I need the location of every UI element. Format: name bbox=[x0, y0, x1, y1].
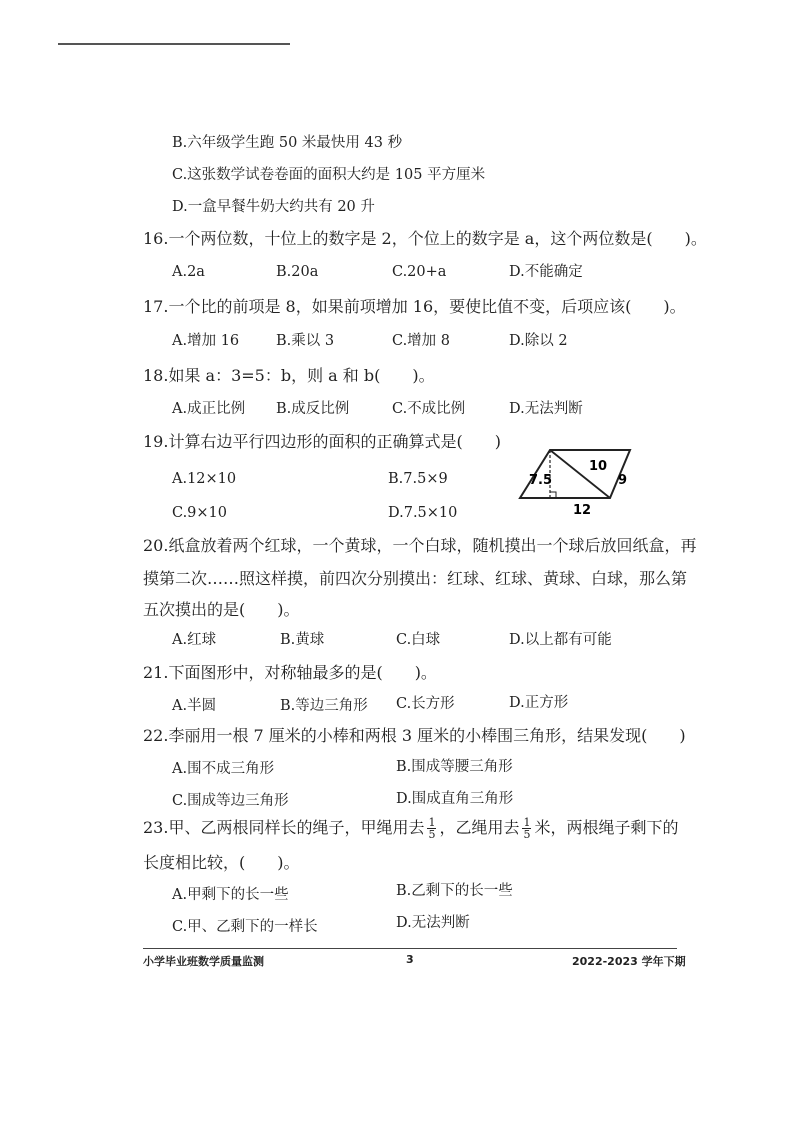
footer-exam-title: 小学毕业班数学质量监测 bbox=[143, 955, 264, 968]
figure-label-diagonal: 10 bbox=[589, 459, 608, 474]
q23-option-c: C.甲、乙剩下的一样长 bbox=[172, 919, 318, 935]
q23-stem-part-2: ，乙绳用去 bbox=[439, 818, 520, 837]
q15-option-c: C.这张数学试卷卷面的面积大约是 105 平方厘米 bbox=[172, 167, 486, 183]
q18-option-b: B.成反比例 bbox=[276, 401, 350, 417]
q23-stem-line-2: 长度相比较，( )。 bbox=[143, 853, 300, 872]
q17-option-a: A.增加 16 bbox=[172, 333, 240, 349]
q17-option-d: D.除以 2 bbox=[509, 333, 568, 349]
q21-option-b: B.等边三角形 bbox=[280, 698, 368, 714]
footer-page-number: 3 bbox=[406, 953, 414, 966]
q23-option-d: D.无法判断 bbox=[396, 915, 470, 931]
figure-label-side: 9 bbox=[618, 473, 628, 488]
q16-option-b: B.20a bbox=[276, 264, 319, 280]
q15-option-d: D.一盒早餐牛奶大约共有 20 升 bbox=[172, 199, 375, 215]
q19-option-a: A.12×10 bbox=[172, 471, 237, 487]
q22-option-c: C.围成等边三角形 bbox=[172, 793, 289, 809]
q17-option-b: B.乘以 3 bbox=[276, 333, 335, 349]
q23-stem-part-3: 米，两根绳子剩下的 bbox=[534, 818, 679, 837]
q23-option-b: B.乙剩下的长一些 bbox=[396, 883, 513, 899]
q23-fraction-1 bbox=[427, 817, 436, 840]
q23-fraction-2-denominator: 5 bbox=[523, 828, 531, 841]
q22-option-a: A.围不成三角形 bbox=[172, 761, 275, 777]
q19-option-b: B.7.5×9 bbox=[388, 471, 448, 487]
q23-fraction-1-numerator: 1 bbox=[428, 816, 436, 829]
q18-option-c: C.不成比例 bbox=[392, 401, 466, 417]
footer-school-year: 2022-2023 学年下期 bbox=[572, 955, 686, 968]
parallelogram-figure bbox=[518, 446, 638, 520]
q17-option-c: C.增加 8 bbox=[392, 333, 451, 349]
q21-option-d: D.正方形 bbox=[509, 695, 569, 711]
q23-fraction-1-denominator: 5 bbox=[428, 828, 436, 841]
q22-option-d: D.围成直角三角形 bbox=[396, 791, 514, 807]
q22-option-b: B.围成等腰三角形 bbox=[396, 759, 513, 775]
q20-stem-line-1: 20.纸盒放着两个红球，一个黄球，一个白球，随机摸出一个球后放回纸盒，再 bbox=[143, 536, 697, 555]
q19-stem: 19.计算右边平行四边形的面积的正确算式是( ) bbox=[143, 432, 501, 451]
q20-option-a: A.红球 bbox=[172, 632, 217, 648]
q23-stem bbox=[143, 817, 678, 840]
q21-stem: 21.下面图形中，对称轴最多的是( )。 bbox=[143, 663, 437, 682]
q20-stem-line-2: 摸第二次……照这样摸，前四次分别摸出：红球、红球、黄球、白球，那么第 bbox=[143, 569, 688, 588]
q23-fraction-2 bbox=[522, 817, 531, 840]
q20-stem-line-3: 五次摸出的是( )。 bbox=[143, 600, 300, 619]
q23-fraction-2-numerator: 1 bbox=[523, 816, 531, 829]
q19-option-c: C.9×10 bbox=[172, 505, 228, 521]
top-rule bbox=[58, 43, 290, 45]
q20-option-d: D.以上都有可能 bbox=[509, 632, 612, 648]
q16-option-c: C.20+a bbox=[392, 264, 447, 280]
q20-option-b: B.黄球 bbox=[280, 632, 325, 648]
q18-option-a: A.成正比例 bbox=[172, 401, 246, 417]
figure-label-height: 7.5 bbox=[529, 473, 553, 488]
figure-label-base: 12 bbox=[573, 503, 592, 516]
q16-option-d: D.不能确定 bbox=[509, 264, 583, 280]
q17-stem: 17.一个比的前项是 8，如果前项增加 16，要使比值不变，后项应该( )。 bbox=[143, 297, 686, 316]
q18-stem: 18.如果 a：3=5：b，则 a 和 b( )。 bbox=[143, 366, 435, 385]
q20-option-c: C.白球 bbox=[396, 632, 441, 648]
q21-option-c: C.长方形 bbox=[396, 696, 455, 712]
parallelogram-diagram bbox=[518, 446, 638, 516]
footer-rule bbox=[143, 948, 677, 949]
q19-option-d: D.7.5×10 bbox=[388, 505, 458, 521]
q15-option-b: B.六年级学生跑 50 米最快用 43 秒 bbox=[172, 135, 403, 151]
q22-stem: 22.李丽用一根 7 厘米的小棒和两根 3 厘米的小棒围三角形，结果发现( ) bbox=[143, 726, 686, 745]
q21-option-a: A.半圆 bbox=[172, 698, 217, 714]
q23-option-a: A.甲剩下的长一些 bbox=[172, 887, 289, 903]
q16-option-a: A.2a bbox=[172, 264, 205, 280]
q23-stem-part-1: 23.甲、乙两根同样长的绳子，甲绳用去 bbox=[143, 818, 425, 837]
q16-stem: 16.一个两位数，十位上的数字是 2，个位上的数字是 a，这个两位数是( )。 bbox=[143, 229, 707, 248]
q18-option-d: D.无法判断 bbox=[509, 401, 583, 417]
